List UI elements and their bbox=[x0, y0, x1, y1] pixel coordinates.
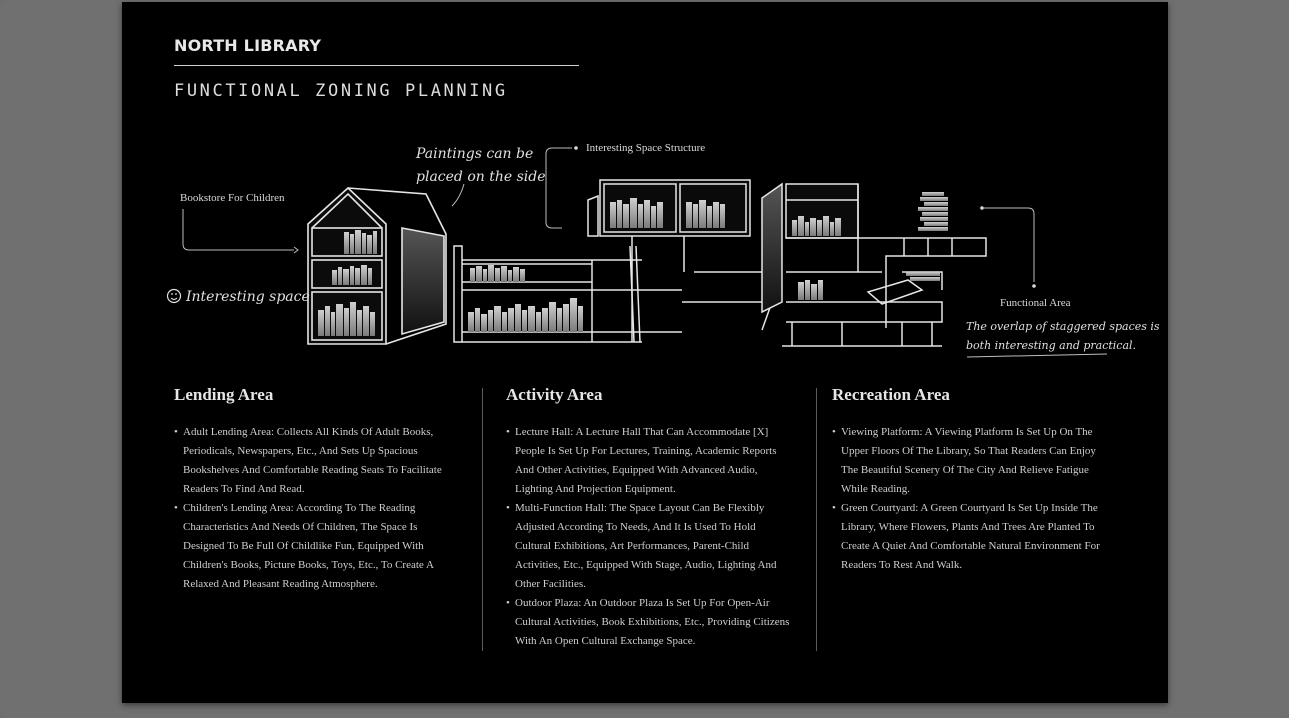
list-item: • Children's Lending Area: According To The Reading Characteristics And Needs Of Children, The Space Is Designed To Be Full Of Childlike Fun, Equipped With Children's Books, Picture Books, Toys, Etc., To Create A Relaxed And Pleasant Reading Atmosphere. bbox=[174, 499, 456, 594]
low-shelving-books bbox=[468, 265, 583, 332]
list-item: • Lecture Hall: A Lecture Hall That Can Accommodate [X] People Is Set Up For Lectures, Training, Academic Reports And Other Activities, Equipped With Advanced Audio, Lighting And Projection Equipment. bbox=[506, 423, 790, 499]
label-bookstore-children: Bookstore For Children bbox=[180, 192, 285, 204]
list-item: • Adult Lending Area: Collects All Kinds Of Adult Books, Periodicals, Newspapers, Etc., And Sets Up Spacious Bookshelves And Comfortable Reading Seats To Facilitate Readers To Find And Read. bbox=[174, 423, 456, 499]
title-divider bbox=[174, 65, 579, 66]
note-paintings-line2: placed on the side bbox=[416, 169, 546, 185]
list-item: • Viewing Platform: A Viewing Platform Is Set Up On The Upper Floors Of The Library, So That Readers Can Enjoy The Beautiful Scenery Of The City And Relieve Fatigue While Reading. bbox=[832, 423, 1114, 499]
slide bbox=[122, 2, 1168, 703]
library-section-illustration bbox=[122, 132, 1168, 372]
lending-area-section bbox=[174, 385, 456, 594]
label-interesting-space-structure: Interesting Space Structure bbox=[586, 142, 706, 154]
recreation-area-list bbox=[832, 423, 1114, 575]
column-divider bbox=[482, 388, 483, 651]
column-divider bbox=[816, 388, 817, 651]
list-item: • Outdoor Plaza: An Outdoor Plaza Is Set Up For Open-Air Cultural Activities, Book Exhibitions, Etc., Providing Citizens With An Open Cultural Exchange Space. bbox=[506, 594, 790, 651]
activity-area-list bbox=[506, 423, 790, 651]
activity-area-section bbox=[506, 385, 790, 651]
smiley-icon bbox=[168, 290, 181, 303]
functional-area-structure bbox=[762, 184, 986, 346]
lending-area-list bbox=[174, 423, 456, 594]
list-item: • Green Courtyard: A Green Courtyard Is Set Up Inside The Library, Where Flowers, Plants And Trees Are Planted To Create A Quiet And Comfortable Natural Environment For Readers To Rest And Walk. bbox=[832, 499, 1114, 575]
list-item: • Multi-Function Hall: The Space Layout Can Be Flexibly Adjusted According To Needs, And It Is Used To Hold Cultural Exhibitions, Art Performances, Parent-Child Activities, Etc., Equipped With Stage, Audio, Lighting And Other Facilities. bbox=[506, 499, 790, 594]
section-title: Activity Area bbox=[506, 385, 603, 404]
section-title: Recreation Area bbox=[832, 385, 950, 404]
page-title: NORTH LIBRARY bbox=[174, 36, 322, 55]
recreation-area-section bbox=[832, 385, 1114, 575]
note-overlap-line1: The overlap of staggered spaces is bbox=[966, 320, 1160, 333]
note-interesting-space: Interesting space bbox=[186, 289, 310, 305]
note-overlap-line2: both interesting and practical. bbox=[966, 339, 1137, 352]
label-functional-area: Functional Area bbox=[1000, 297, 1071, 309]
note-paintings-line1: Paintings can be bbox=[416, 146, 534, 162]
page-subtitle: FUNCTIONAL ZONING PLANNING bbox=[174, 81, 508, 101]
section-title: Lending Area bbox=[174, 385, 274, 404]
